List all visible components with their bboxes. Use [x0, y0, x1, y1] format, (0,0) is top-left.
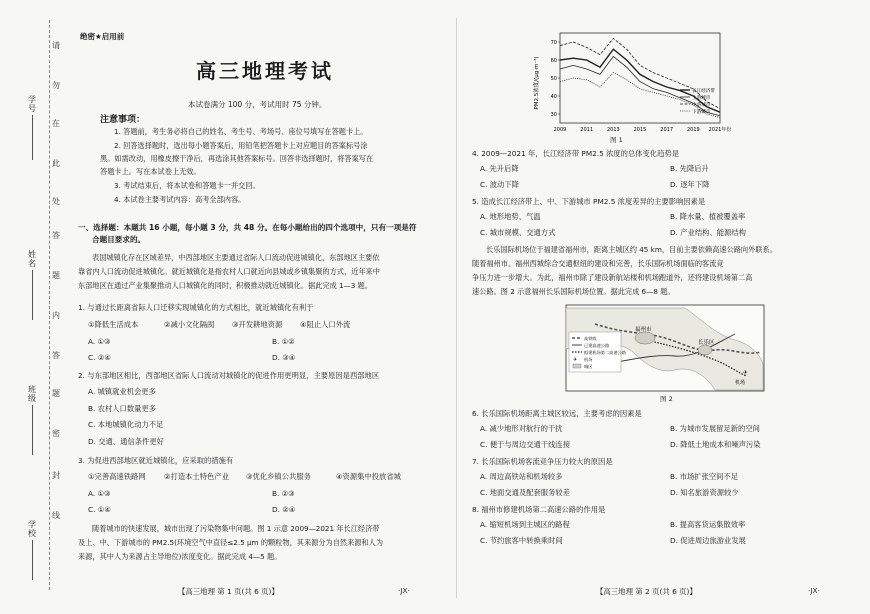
airplane-icon: ✈	[743, 370, 748, 376]
notice-item: 答题卡上。写在本试卷上无效。	[100, 167, 201, 176]
answer-option[interactable]: C. 便于与周边交通干线连接	[480, 440, 570, 449]
answer-option[interactable]: D. ③④	[272, 353, 296, 362]
answer-option[interactable]: B. ①②	[272, 337, 295, 346]
answer-option[interactable]: C. 节约旅客中转换乘时间	[480, 536, 563, 545]
question-stem: 7. 长乐国际机场客流竞争压力较大的原因是	[472, 457, 613, 466]
answer-option[interactable]: D. 产业结构、能源结构	[670, 228, 746, 237]
binding-char: 题	[52, 271, 60, 280]
figure-caption: 图 1	[610, 136, 623, 144]
legend-entry: 城区	[584, 364, 593, 369]
binding-char: 密	[52, 429, 60, 438]
y-tick-label: 70	[550, 40, 557, 46]
answer-option[interactable]: D. 促进周边旅游业发展	[670, 536, 746, 545]
notice-item: 4. 本试卷主要考试内容：高考全部内容。	[114, 195, 246, 204]
y-tick-label: 50	[550, 76, 557, 82]
city-area-fuzhou	[635, 332, 655, 344]
school-blank	[32, 540, 33, 580]
question-stem: 3. 为促进西部地区就近城镇化，应采取的措施有	[78, 456, 234, 465]
answer-option[interactable]: C. 波动下降	[480, 180, 519, 189]
binding-char: 此	[52, 159, 60, 168]
airplane-icon: ✈	[573, 357, 578, 363]
notice-item: 3. 考试结束后，将本试卷和答题卡一并交回。	[114, 181, 260, 190]
name-blank	[32, 270, 33, 320]
question-stem: 4. 2009—2021 年，长江经济带 PM2.5 浓度的总体变化趋势是	[472, 149, 680, 158]
choice-item: ③开发耕地资源	[232, 320, 283, 329]
exam-info: 本试卷满分 100 分，考试用时 75 分钟。	[188, 100, 327, 109]
x-tick-label: 2009	[553, 127, 567, 133]
exam-title: 高三地理考试	[196, 59, 334, 83]
binding-char: 在	[52, 119, 60, 128]
answer-option[interactable]: D. 交通、通信条件更好	[88, 437, 164, 446]
legend-label: 下游城市	[692, 110, 711, 115]
choice-item: ③优化乡镇公共服务	[246, 472, 311, 481]
passage-line: 长乐国际机场位于福建省福州市，距离主城区约 45 km，目前主要依赖高速公路向外联系。	[486, 245, 777, 254]
answer-option[interactable]: B. 提高客货运集散效率	[670, 520, 746, 529]
choice-item: ④资源集中投放省城	[336, 472, 401, 481]
question-stem: 2. 与东部地区相比，西部地区省际人口流动对城镇化的促进作用更明显，主要原因是西部地区	[78, 371, 380, 380]
section-heading	[78, 222, 446, 246]
answer-option[interactable]: A. 周边高铁站和机场较多	[480, 472, 563, 481]
passage-line: 争压力进一步增大。为此，福州市除了建设新航站楼和机场跑道外，还将建设机场第二高	[472, 273, 753, 282]
answer-option[interactable]: C. ②④	[88, 353, 111, 362]
binding-margin	[0, 0, 66, 614]
y-axis-label: PM2.5浓度/(μg·m⁻³)	[534, 56, 540, 110]
binding-char: 勿	[52, 81, 60, 90]
answer-option[interactable]: D. 降低土地成本和噪声污染	[670, 440, 761, 449]
binding-char: 答	[52, 231, 60, 240]
page-footer-label: 【高三地理 第 1 页(共 6 页)】	[178, 587, 279, 596]
binding-char: 处	[52, 197, 60, 206]
binding-char: 内	[52, 311, 60, 320]
passage-line: 靠省内人口流动促进城镇化。就近城镇化是指农村人口就近向县城或乡镇集聚的方式，近年来中	[78, 267, 380, 276]
legend-entry: 机场	[584, 357, 593, 362]
question-stem: 8. 福州市修建机场第二高速公路的作用是	[472, 505, 606, 514]
answer-option[interactable]: C. 本地城镇化动力不足	[88, 420, 164, 429]
page-footer-label: 【高三地理 第 2 页(共 6 页)】	[596, 587, 697, 596]
x-tick-label: 2019	[686, 127, 700, 133]
legend-entry: 高铁线	[584, 336, 597, 341]
binding-char: 封	[52, 471, 60, 480]
answer-option[interactable]: A. 减少地形对航行的干扰	[480, 424, 563, 433]
y-tick-label: 30	[550, 112, 557, 118]
passage-line: 表国城镇化存在区域差异，中西部地区主要通过省际人口流动促进城镇化，东部地区主要依	[92, 253, 380, 262]
answer-option[interactable]: A. 先升后降	[480, 164, 519, 173]
answer-option[interactable]: B. 先降后升	[670, 164, 709, 173]
figure-1-line-chart	[530, 28, 760, 138]
passage-line: 来源，其中人为来源占主导地位)浓度变化。据此完成 4—5 题。	[78, 552, 282, 561]
binding-char: 答	[52, 351, 60, 360]
x-tick-label: 2011	[580, 127, 594, 133]
place-label-fuzhou: 福州市	[635, 327, 652, 333]
seal-line	[49, 20, 50, 590]
legend-label: 长江经济带	[692, 89, 715, 94]
place-label-changle: 长乐区	[698, 340, 715, 346]
student-id-blank	[32, 115, 33, 160]
answer-option[interactable]: A. ①③	[88, 337, 111, 346]
x-tick-label: 2017	[660, 127, 674, 133]
x-tick-label: 2021年份	[708, 127, 732, 133]
notice-heading: 注意事项：	[100, 115, 146, 125]
passage-line: 东部地区在通过产业集聚推动人口城镇化的同时，积极推动就近城镇化。据此完成 1—3 题。	[78, 281, 373, 290]
notice-item: 1. 答题前，考生务必将自己的姓名、考生号、考场号、座位号填写在答题卡上。	[114, 127, 368, 136]
binding-label-class: 班级	[28, 385, 36, 403]
legend-label: 中游城市	[692, 103, 711, 108]
figure-2-airport-map	[565, 304, 765, 392]
answer-option[interactable]: A. 地形地势、气温	[480, 212, 541, 221]
answer-option[interactable]: B. 市场扩张空间不足	[670, 472, 739, 481]
passage-line: 随着城市的快速发展，城市出现了污染物集中问题。图 1 示意 2009—2021 年长江经济带	[92, 524, 380, 533]
answer-option[interactable]: B. 为城市发展留足新的空间	[670, 424, 760, 433]
answer-option[interactable]: D. ②④	[272, 505, 296, 514]
answer-option[interactable]: A. 城镇就业机会更多	[88, 387, 156, 396]
answer-option[interactable]: D. 知名旅游资源较少	[670, 488, 739, 497]
page-divider	[456, 18, 457, 598]
class-blank	[32, 405, 33, 455]
notice-item: 黑。如需改动，用橡皮擦干净后，再选涂其他答案标号。回答非选择题时，将答案写在	[100, 154, 374, 163]
answer-option[interactable]: C. 城市规模、交通方式	[480, 228, 556, 237]
legend-label: 上游城市	[692, 96, 711, 101]
answer-option[interactable]: B. ②③	[272, 489, 295, 498]
page-footer-code: ·JX·	[808, 586, 820, 595]
x-tick-label: 2013	[606, 127, 620, 133]
answer-option[interactable]: C. ①④	[88, 505, 111, 514]
answer-option[interactable]: A. 缩短机场到主城区的路程	[480, 520, 570, 529]
passage-line: 及上、中、下游城市的 PM2.5(环境空气中直径≤2.5 μm 的颗粒物，其来源分为自然来源和人为	[78, 538, 384, 547]
answer-option[interactable]: C. 地面交通及配套服务较差	[480, 488, 570, 497]
legend-entry: 拟建机场第二高速公路	[584, 350, 626, 355]
notice-item: 2. 回答选择题时，选出每小题答案后，用铅笔把答题卡上对应题目的答案标号涂	[114, 141, 368, 150]
binding-char: 请	[52, 41, 60, 50]
choice-item: ④阻止人口外流	[300, 320, 351, 329]
binding-label-school: 学校	[28, 520, 36, 538]
answer-option[interactable]: B. 农村人口数量更多	[88, 404, 157, 413]
choice-item: ①完善高速铁路网	[88, 472, 146, 481]
binding-char: 题	[52, 389, 60, 398]
answer-option[interactable]: A. ①③	[88, 489, 111, 498]
y-tick-label: 60	[550, 58, 557, 64]
question-stem: 6. 长乐国际机场距离主城区较远，主要考虑的因素是	[472, 409, 642, 418]
answer-option[interactable]: B. 降水量、植被覆盖率	[670, 212, 746, 221]
passage-line: 随着福州市、福州西城综合交通枢纽的建设和完善，长乐国际机场面临的客流竞	[472, 259, 724, 268]
binding-char: 线	[52, 511, 60, 520]
x-tick-label: 2015	[633, 127, 647, 133]
place-label-airport: 机场	[735, 380, 746, 386]
city-area-changle	[698, 345, 712, 355]
choice-item: ②减小文化隔阂	[164, 320, 215, 329]
section-heading-line: 一、选择题：本题共 16 小题，每小题 3 分，共 48 分。在每小题给出的四个选项中，只有一项是符	[78, 223, 417, 232]
choice-item: ②打造本土特色产业	[164, 472, 229, 481]
legend-entry: 已建高速公路	[584, 343, 610, 348]
passage-line: 速公路。图 2 示意福州长乐国际机场位置。据此完成 6—8 题。	[472, 287, 675, 296]
binding-label-student-id: 学号	[28, 95, 36, 113]
question-stem: 5. 造成长江经济带上、中、下游城市 PM2.5 浓度差异的主要影响因素是	[472, 197, 706, 206]
section-heading-line: 合题目要求的。	[92, 235, 146, 244]
secret-mark: 绝密★启用前	[80, 32, 125, 41]
choice-item: ①降低生活成本	[88, 320, 139, 329]
question-stem: 1. 与通过长距离省际人口迁移实现城镇化的方式相比，就近城镇化有利于	[78, 303, 314, 312]
figure-caption: 图 2	[660, 395, 673, 403]
page-footer-code: ·JX·	[398, 586, 410, 595]
answer-option[interactable]: D. 逐年下降	[670, 180, 710, 189]
y-tick-label: 40	[550, 94, 557, 100]
binding-label-name: 姓名	[28, 250, 36, 268]
